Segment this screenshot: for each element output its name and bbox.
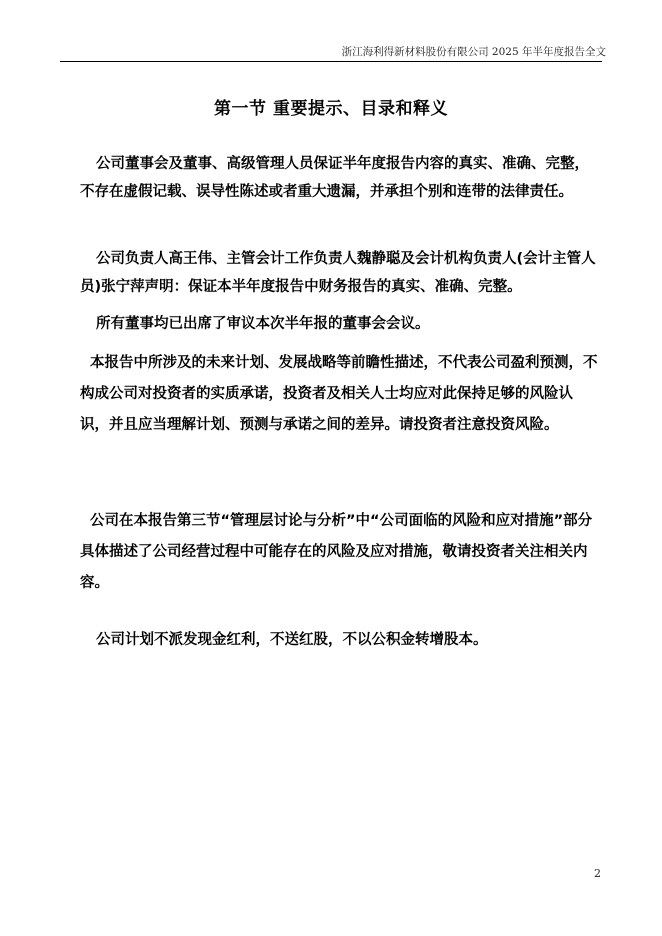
header-divider: [60, 61, 602, 62]
statement-profit-distribution: 公司计划不派发现金红利，不送红股，不以公积金转增股本。: [96, 632, 488, 648]
statement-risk-reference: 公司在本报告第三节“管理层讨论与分析”中“公司面临的风险和应对措施”部分具体描述了公司经营过程中可能存在的风险及应对措施，敬请投资者关注相关内容。: [80, 513, 593, 591]
statement-forward-looking: 本报告中所涉及的未来计划、发展战略等前瞻性描述，不代表公司盈利预测，不构成公司对投资者的实质承诺，投资者及相关人士均应对此保持足够的风险认识，并且应当理解计划、预测与承诺之间的差异。请投资者注意投资风险。: [80, 355, 598, 433]
statement-board-guarantee: 公司董事会及董事、高级管理人员保证半年度报告内容的真实、准确、完整，不存在虚假记载、误导性陈述或者重大遗漏，并承担个别和连带的法律责任。: [80, 156, 589, 200]
section-title: 第一节 重要提示、目录和释义: [214, 99, 448, 119]
page-number: 2: [594, 867, 601, 880]
statement-directors-attendance: 所有董事均已出席了审议本次半年报的董事会会议。: [96, 316, 430, 332]
running-header: 浙江海利得新材料股份有限公司 2025 年半年度报告全文: [341, 46, 606, 58]
statement-responsible-persons: 公司负责人高王伟、主管会计工作负责人魏静聪及会计机构负责人(会计主管人员)张宁萍声明：保证本半年度报告中财务报告的真实、准确、完整。: [80, 251, 596, 295]
